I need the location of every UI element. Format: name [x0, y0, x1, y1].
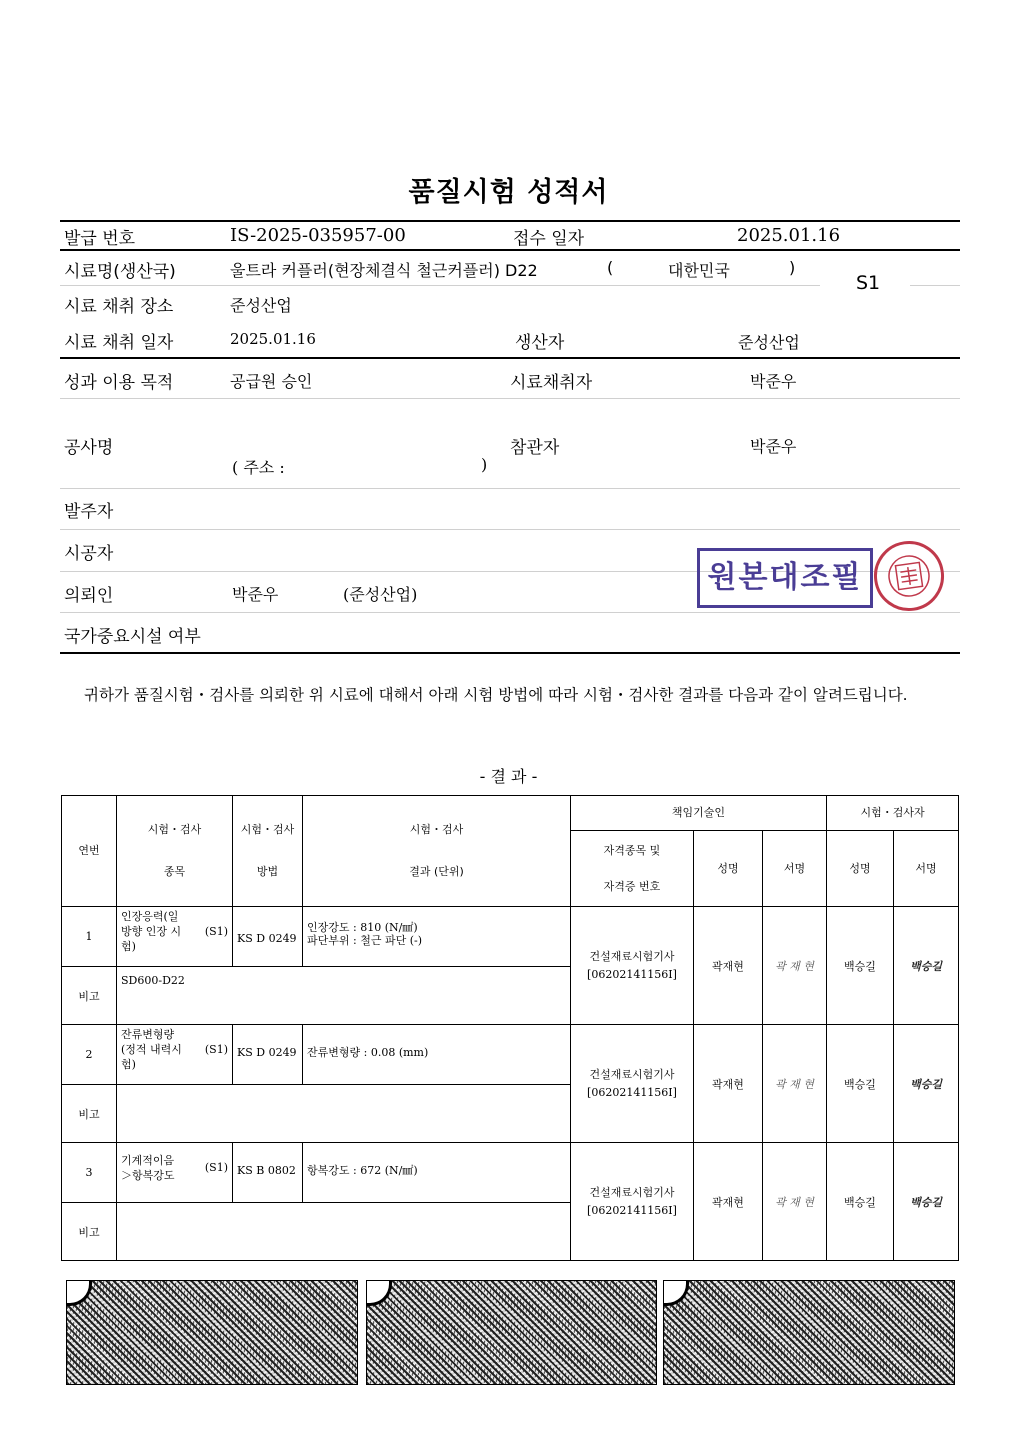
code-marker-icon [367, 1281, 392, 1306]
sampling-date-value: 2025.01.16 [230, 330, 316, 348]
address-close-paren: ) [481, 455, 488, 474]
header-tester-name: 성명 [827, 831, 894, 907]
header-rule-2 [60, 357, 960, 359]
row-method: KS D 0249 [233, 907, 303, 967]
header-method-line2: 방법 [256, 865, 279, 878]
header-engineer: 책임기술인 [571, 796, 827, 831]
sample-name-label: 시료명(생산국) [64, 262, 176, 282]
row-result-line1: 잔류변형량 : 0.08 (mm) [307, 1046, 429, 1059]
code-marker-icon [664, 1281, 689, 1306]
row-tester-name: 백승길 [827, 1143, 894, 1261]
requester-company: (준성산업) [343, 585, 418, 604]
header-rule-7 [60, 612, 960, 613]
row-tester-signature: 백승길 [894, 1143, 959, 1261]
country-open-paren: ( [607, 258, 614, 277]
purpose-label: 성과 이용 목적 [64, 373, 174, 393]
producer-value: 준성산업 [738, 333, 800, 352]
requester-value: 박준우 [232, 585, 279, 604]
remark-label: 비고 [62, 1203, 117, 1261]
row-item-line3: 험) [121, 1058, 136, 1071]
header-result [303, 796, 571, 907]
results-table [61, 795, 959, 1261]
row-item-line2: (정적 내력시 [121, 1043, 182, 1056]
country-value: 대한민국 [668, 261, 730, 280]
row-qualification-name: 건설재료시험기사 [589, 1067, 675, 1081]
header-item-line1: 시험・검사 [147, 823, 202, 836]
row-item [117, 907, 233, 967]
header-tester: 시험・검사자 [827, 796, 959, 831]
row-no: 3 [62, 1143, 117, 1203]
row-tester-signature: 백승길 [894, 907, 959, 1025]
row-engineer-signature: 곽 재 현 [763, 1025, 827, 1143]
seal-icon [879, 546, 940, 607]
row-qualification [571, 1143, 694, 1261]
row-no: 1 [62, 907, 117, 967]
row-qualification-no: [06202141156I] [587, 1203, 677, 1217]
document-title: 품질시험 성적서 [408, 177, 609, 208]
issue-no-label: 발급 번호 [64, 229, 136, 249]
header-rule-4 [60, 488, 960, 489]
remark-label: 비고 [62, 967, 117, 1025]
national-facility-label: 국가중요시설 여부 [64, 627, 201, 647]
row-item-line1: 기계적이음 [121, 1154, 175, 1167]
code-marker-icon [67, 1281, 92, 1306]
row-item-line2: ＞항복강도 [121, 1169, 175, 1182]
table-row [62, 1025, 959, 1085]
row-result [303, 907, 571, 967]
header-item [117, 796, 233, 907]
notice-paragraph: 귀하가 품질시험・검사를 의뢰한 위 시료에 대해서 아래 시험 방법에 따라 시험・검사한 결과를 다음과 같이 알려드립니다. [84, 686, 908, 704]
project-label: 공사명 [64, 438, 114, 458]
client-label: 발주자 [64, 502, 114, 522]
row-no: 2 [62, 1025, 117, 1085]
sampling-date-label: 시료 채취 일자 [64, 333, 174, 353]
sampling-place-label: 시료 채취 장소 [64, 297, 174, 317]
row-item [117, 1025, 233, 1085]
row-item-code: (S1) [204, 1161, 228, 1174]
official-seal [869, 536, 948, 615]
header-rule-light-1 [60, 285, 820, 286]
row-qualification-no: [06202141156I] [587, 967, 677, 981]
header-method-line1: 시험・검사 [240, 823, 295, 836]
header-method [233, 796, 303, 907]
address-label: ( 주소 : [232, 458, 285, 477]
row-qualification [571, 1025, 694, 1143]
header-rule-5 [60, 529, 960, 530]
row-result-line1: 항복강도 : 672 (N/㎟) [307, 1164, 418, 1177]
table-row [62, 907, 959, 967]
row-item-line3: 험) [121, 940, 136, 953]
row-result [303, 1143, 571, 1203]
remark-value [117, 1085, 571, 1143]
header-engineer-sign: 서명 [763, 831, 827, 907]
header-tester-sign: 서명 [894, 831, 959, 907]
witness-label: 참관자 [510, 438, 560, 458]
sample-name-value: 울트라 커플러(현장체결식 철근커플러) D22 [230, 261, 538, 280]
row-qualification-name: 건설재료시험기사 [589, 949, 675, 963]
receipt-date-label: 접수 일자 [513, 229, 585, 249]
row-item-code: (S1) [204, 925, 228, 938]
remark-value: SD600-D22 [117, 967, 571, 1025]
header-rule-3 [60, 398, 960, 399]
header-rule-1 [60, 249, 960, 251]
certified-copy-stamp: 원본대조필 [697, 548, 873, 608]
witness-value: 박준우 [750, 437, 797, 456]
row-result-line1: 인장강도 : 810 (N/㎟) [307, 921, 418, 934]
row-engineer-signature: 곽 재 현 [763, 1143, 827, 1261]
header-no: 연번 [62, 796, 117, 907]
row-tester-name: 백승길 [827, 907, 894, 1025]
sampler-label: 시료채취자 [510, 373, 593, 393]
row-engineer-signature: 곽 재 현 [763, 907, 827, 1025]
header-qualification [571, 831, 694, 907]
row-item-line1: 인장응력(일 [121, 910, 179, 923]
requester-label: 의뢰인 [64, 586, 114, 606]
row-result [303, 1025, 571, 1085]
row-item [117, 1143, 233, 1203]
receipt-date-value: 2025.01.16 [737, 225, 841, 246]
row-result-line2: 파단부위 : 철근 파단 (-) [307, 934, 422, 947]
header-rule-light-1b [910, 285, 960, 286]
row-qualification-no: [06202141156I] [587, 1085, 677, 1099]
purpose-value: 공급원 승인 [230, 372, 313, 391]
verification-code-2 [366, 1280, 657, 1385]
header-result-line2: 결과 (단위) [409, 865, 464, 878]
producer-label: 생산자 [515, 333, 565, 353]
sampler-value: 박준우 [750, 372, 797, 391]
sample-code: S1 [856, 272, 881, 294]
header-bottom-rule [60, 652, 960, 654]
sampling-place-value: 준성산업 [230, 296, 292, 315]
remark-value [117, 1203, 571, 1261]
row-tester-name: 백승길 [827, 1025, 894, 1143]
table-row [62, 1143, 959, 1203]
row-item-line1: 잔류변형량 [121, 1028, 175, 1041]
results-title: - 결 과 - [479, 767, 538, 786]
header-result-line1: 시험・검사 [409, 823, 464, 836]
header-item-line2: 종목 [163, 865, 186, 878]
contractor-label: 시공자 [64, 544, 114, 564]
row-item-line2: 방향 인장 시 [121, 925, 182, 938]
row-engineer-name: 곽재현 [694, 907, 763, 1025]
verification-code-1 [66, 1280, 358, 1385]
header-engineer-name: 성명 [694, 831, 763, 907]
row-tester-signature: 백승길 [894, 1025, 959, 1143]
row-item-code: (S1) [204, 1043, 228, 1056]
header-qual-line2: 자격증 번호 [603, 879, 661, 893]
header-top-rule [60, 220, 960, 222]
issue-no-value: IS-2025-035957-00 [230, 225, 406, 246]
remark-label: 비고 [62, 1085, 117, 1143]
country-close-paren: ) [789, 258, 796, 277]
row-method: KS B 0802 [233, 1143, 303, 1203]
header-qual-line1: 자격종목 및 [603, 843, 661, 857]
row-engineer-name: 곽재현 [694, 1025, 763, 1143]
row-qualification-name: 건설재료시험기사 [589, 1185, 675, 1199]
verification-code-3 [663, 1280, 955, 1385]
row-engineer-name: 곽재현 [694, 1143, 763, 1261]
row-method: KS D 0249 [233, 1025, 303, 1085]
row-qualification [571, 907, 694, 1025]
